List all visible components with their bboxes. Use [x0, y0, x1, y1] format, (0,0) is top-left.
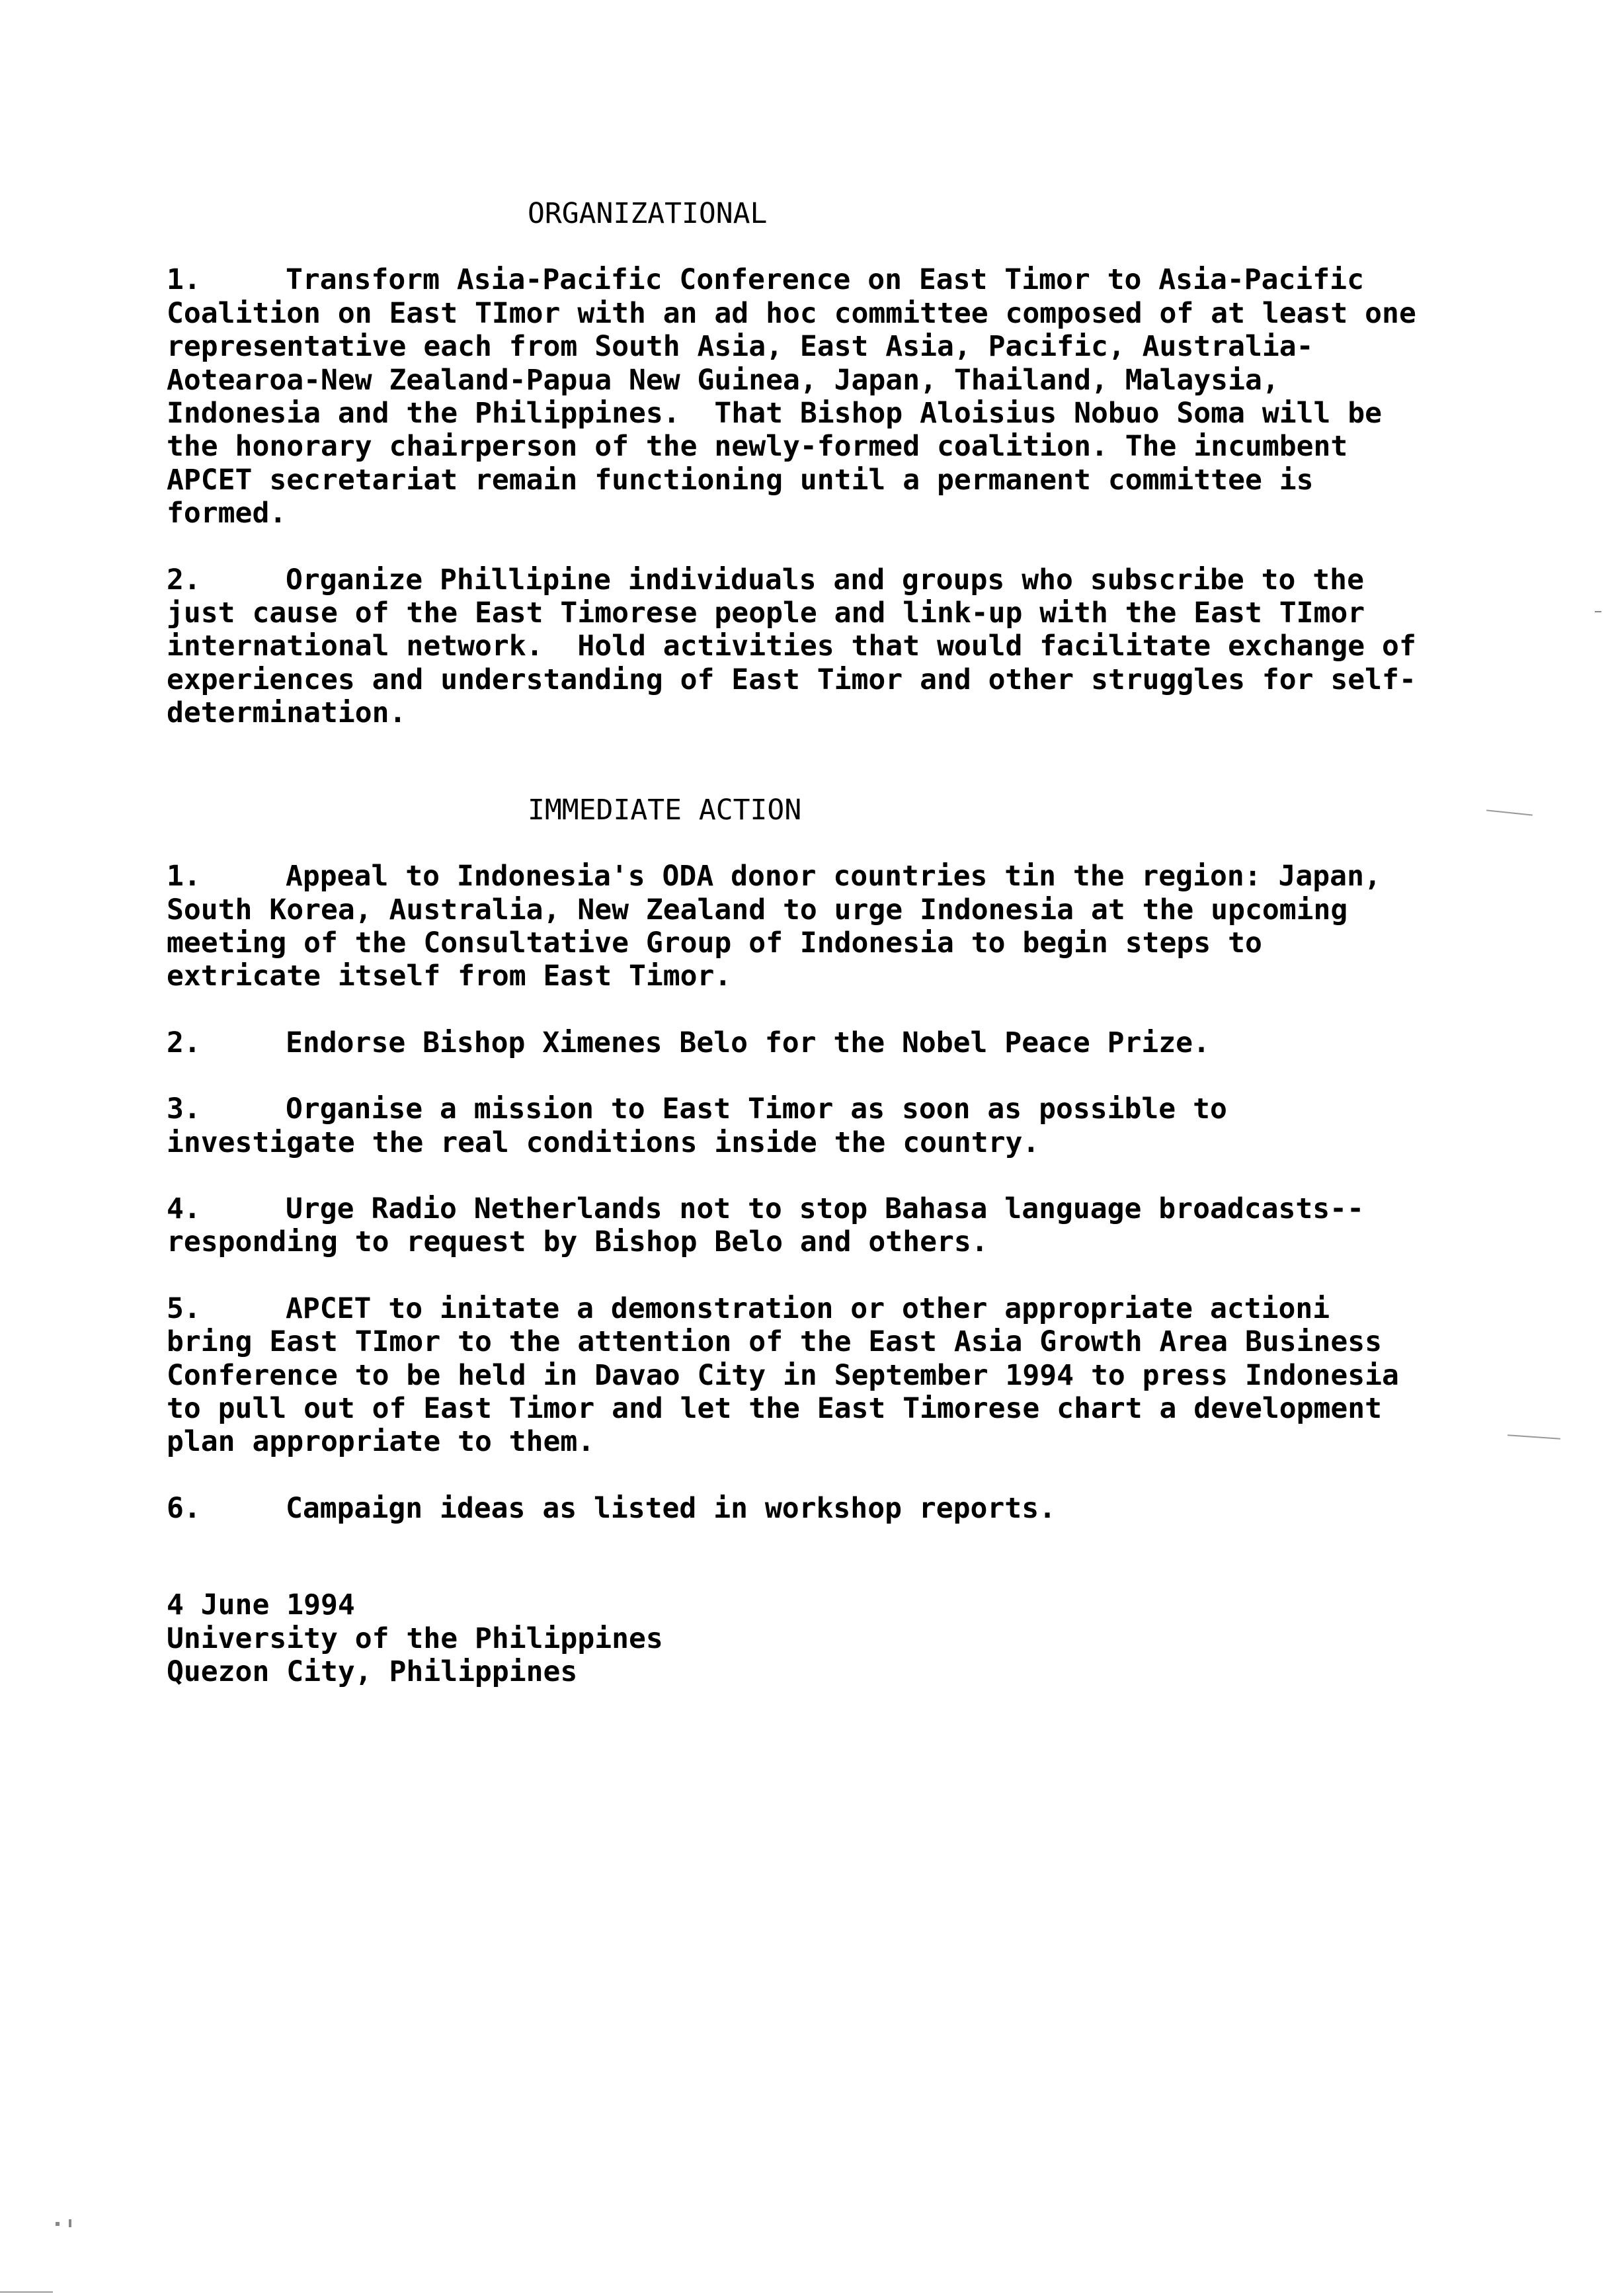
document-body [167, 197, 1433, 1688]
item-number: 3. [167, 1092, 201, 1126]
action-item-4 [167, 1192, 1423, 1259]
action-item-5 [167, 1292, 1423, 1459]
item-number: 5. [167, 1292, 201, 1325]
closing-location: Quezon City, Philippines [167, 1655, 578, 1688]
item-text: Organise a mission to East Timor as soon as possible to investigate the real conditions inside the country. [167, 1092, 1244, 1159]
action-item-6 [167, 1492, 1423, 1525]
item-text: APCET to initate a demonstration or other appropriate actioni bring East TImor to the attention of the East Asia Growth Area Business Conference to be held in Davao City in September 1994 to press Indonesia to pull out of East Timor and let the East Timorese chart a development plan appropriate to them. [167, 1292, 1416, 1459]
scan-mark [1595, 611, 1601, 612]
item-number: 2. [167, 1026, 201, 1059]
action-item-2 [167, 1026, 1423, 1059]
closing-date: 4 June 1994 [167, 1588, 355, 1622]
organizational-item-1 [167, 263, 1433, 530]
item-text: Appeal to Indonesia's ODA donor countries tin the region: Japan, South Korea, Australia, New Zealand to urge Indonesia at the upcoming meeting of the Consultative Group of Indonesia to begin steps to extricate itself from East Timor. [167, 860, 1398, 993]
scan-mark [1486, 809, 1533, 815]
item-text: Campaign ideas as listed in workshop reports. [286, 1491, 1056, 1525]
action-item-1 [167, 860, 1423, 993]
scan-mark [1508, 1434, 1560, 1440]
item-number: 4. [167, 1192, 201, 1225]
closing-institution: University of the Philippines [167, 1621, 663, 1655]
item-text: Transform Asia-Pacific Conference on East Timor to Asia-Pacific Coalition on East TImor with an ad hoc committee composed of at least one representative each from South Asia, East Asia, Pacific, Australia- Aotearoa-New Zealand-Papua New Guinea, Japan, Thailand, Malaysia, Indonesia and the Philippines. That Bishop Aloisius Nobuo Soma will be the honorary chairperson of the newly-formed coalition. The incumbent APCET secretariat remain functioning until a permanent committee is formed. [167, 263, 1433, 530]
section-heading-organizational: ORGANIZATIONAL [528, 197, 768, 230]
scan-mark [69, 2219, 71, 2227]
item-text: Urge Radio Netherlands not to stop Bahasa language broadcasts--responding to request by Bishop Belo and others. [167, 1192, 1364, 1259]
section-heading-immediate-action: IMMEDIATE ACTION [528, 793, 802, 827]
item-text: Organize Phillipine individuals and groups who subscribe to the just cause of the East Timorese people and link-up with the East TImor international network. Hold activities that would facilitate exchange of experiences and understanding of East Timor and other struggles for self-determination. [167, 563, 1433, 730]
closing-block [167, 1588, 1423, 1688]
item-number: 2. [167, 563, 201, 596]
item-number: 1. [167, 263, 201, 297]
item-number: 6. [167, 1491, 201, 1525]
item-number: 1. [167, 860, 201, 893]
item-text: Endorse Bishop Ximenes Belo for the Nobel Peace Prize. [286, 1026, 1210, 1059]
organizational-item-2 [167, 563, 1433, 730]
action-item-3 [167, 1092, 1423, 1159]
scan-mark [56, 2222, 60, 2226]
scan-mark [0, 2291, 53, 2293]
